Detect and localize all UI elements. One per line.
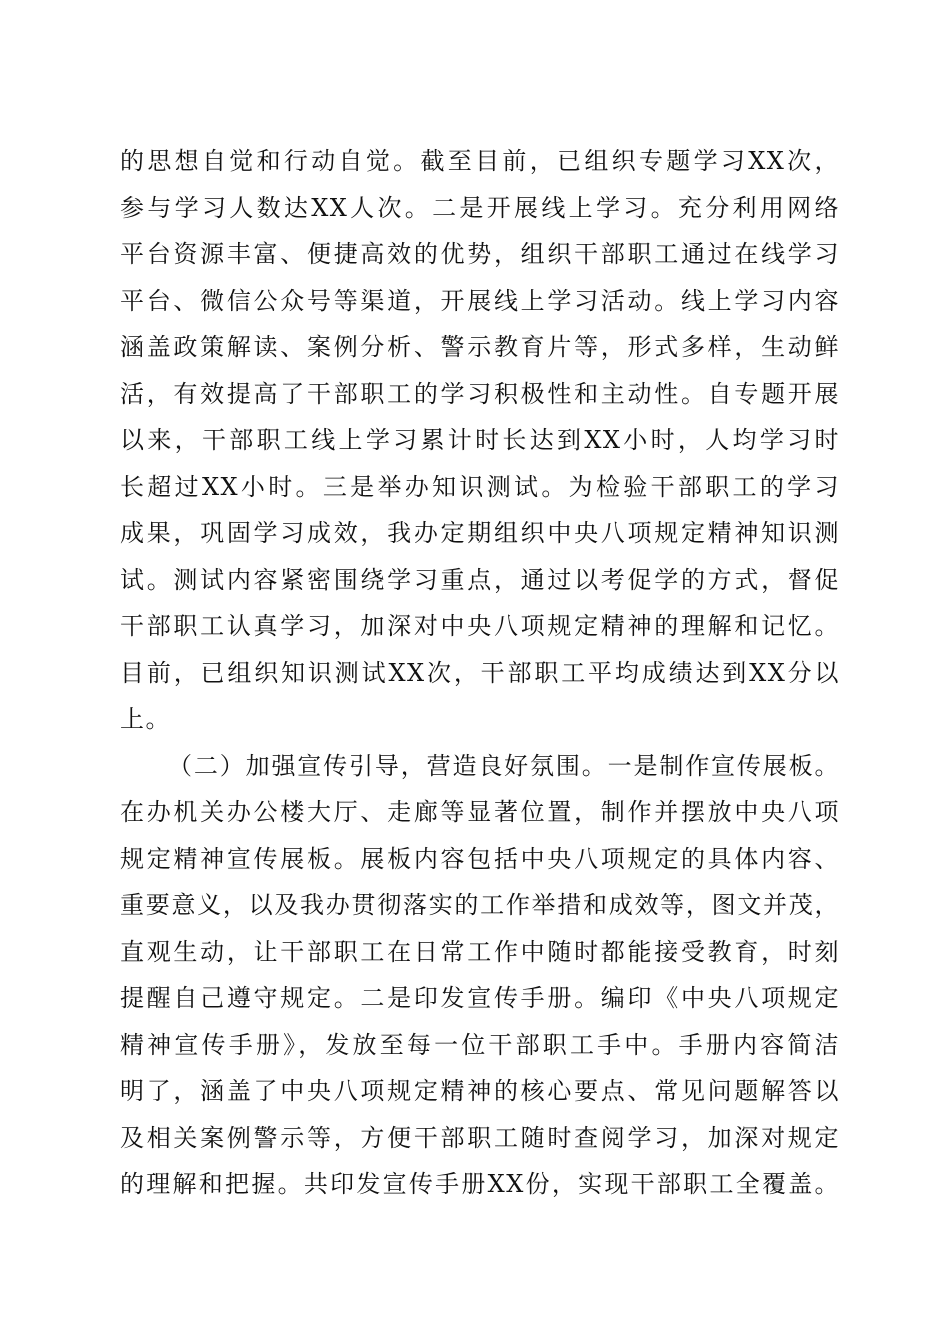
text-line: 试。测试内容紧密围绕学习重点，通过以考促学的方式，督促 — [120, 565, 840, 594]
text-line: 目前，已组织知识测试XX次，干部职工平均成绩达到XX分以 — [120, 658, 840, 687]
text-line: 上。 — [120, 705, 171, 733]
text-line: 活，有效提高了干部职工的学习积极性和主动性。自专题开展 — [120, 379, 840, 408]
section-heading-line: （二）加强宣传引导，营造良好氛围。一是制作宣传展板。 — [168, 751, 840, 780]
text-line: 平台资源丰富、便捷高效的优势，组织干部职工通过在线学习 — [120, 240, 840, 268]
text-line: 精神宣传手册》，发放至每一位干部职工手中。手册内容简洁 — [120, 1030, 840, 1059]
text-line: 的理解和把握。共印发宣传手册XX份，实现干部职工全覆盖。 — [120, 1170, 840, 1198]
text-line: 及相关案例警示等，方便干部职工随时查阅学习，加深对规定 — [120, 1123, 840, 1152]
body-text — [120, 138, 840, 1208]
text-line: 涵盖政策解读、案例分析、警示教育片等，形式多样，生动鲜 — [120, 333, 840, 361]
text-line: 明了，涵盖了中央八项规定精神的核心要点、常见问题解答以 — [120, 1077, 840, 1105]
text-line: 参与学习人数达XX人次。二是开展线上学习。充分利用网络 — [120, 193, 840, 222]
text-line: 重要意义，以及我办贯彻落实的工作举措和成效等，图文并茂， — [120, 891, 840, 919]
text-line: 规定精神宣传展板。展板内容包括中央八项规定的具体内容、 — [120, 844, 840, 873]
text-line: 成果，巩固学习成效，我办定期组织中央八项规定精神知识测 — [120, 519, 840, 547]
text-line: 提醒自己遵守规定。二是印发宣传手册。编印《中央八项规定 — [120, 984, 840, 1012]
text-line: 平台、微信公众号等渠道，开展线上学习活动。线上学习内容 — [120, 286, 840, 315]
text-line: 以来，干部职工线上学习累计时长达到XX小时，人均学习时 — [120, 426, 840, 454]
text-line: 干部职工认真学习，加深对中央八项规定精神的理解和记忆。 — [120, 612, 840, 640]
text-line: 在办机关办公楼大厅、走廊等显著位置，制作并摆放中央八项 — [120, 798, 840, 826]
text-line: 的思想自觉和行动自觉。截至目前，已组织专题学习XX次， — [120, 147, 840, 175]
text-line: 直观生动，让干部职工在日常工作中随时都能接受教育，时刻 — [120, 937, 840, 966]
text-line: 长超过XX小时。三是举办知识测试。为检验干部职工的学习 — [120, 472, 840, 501]
